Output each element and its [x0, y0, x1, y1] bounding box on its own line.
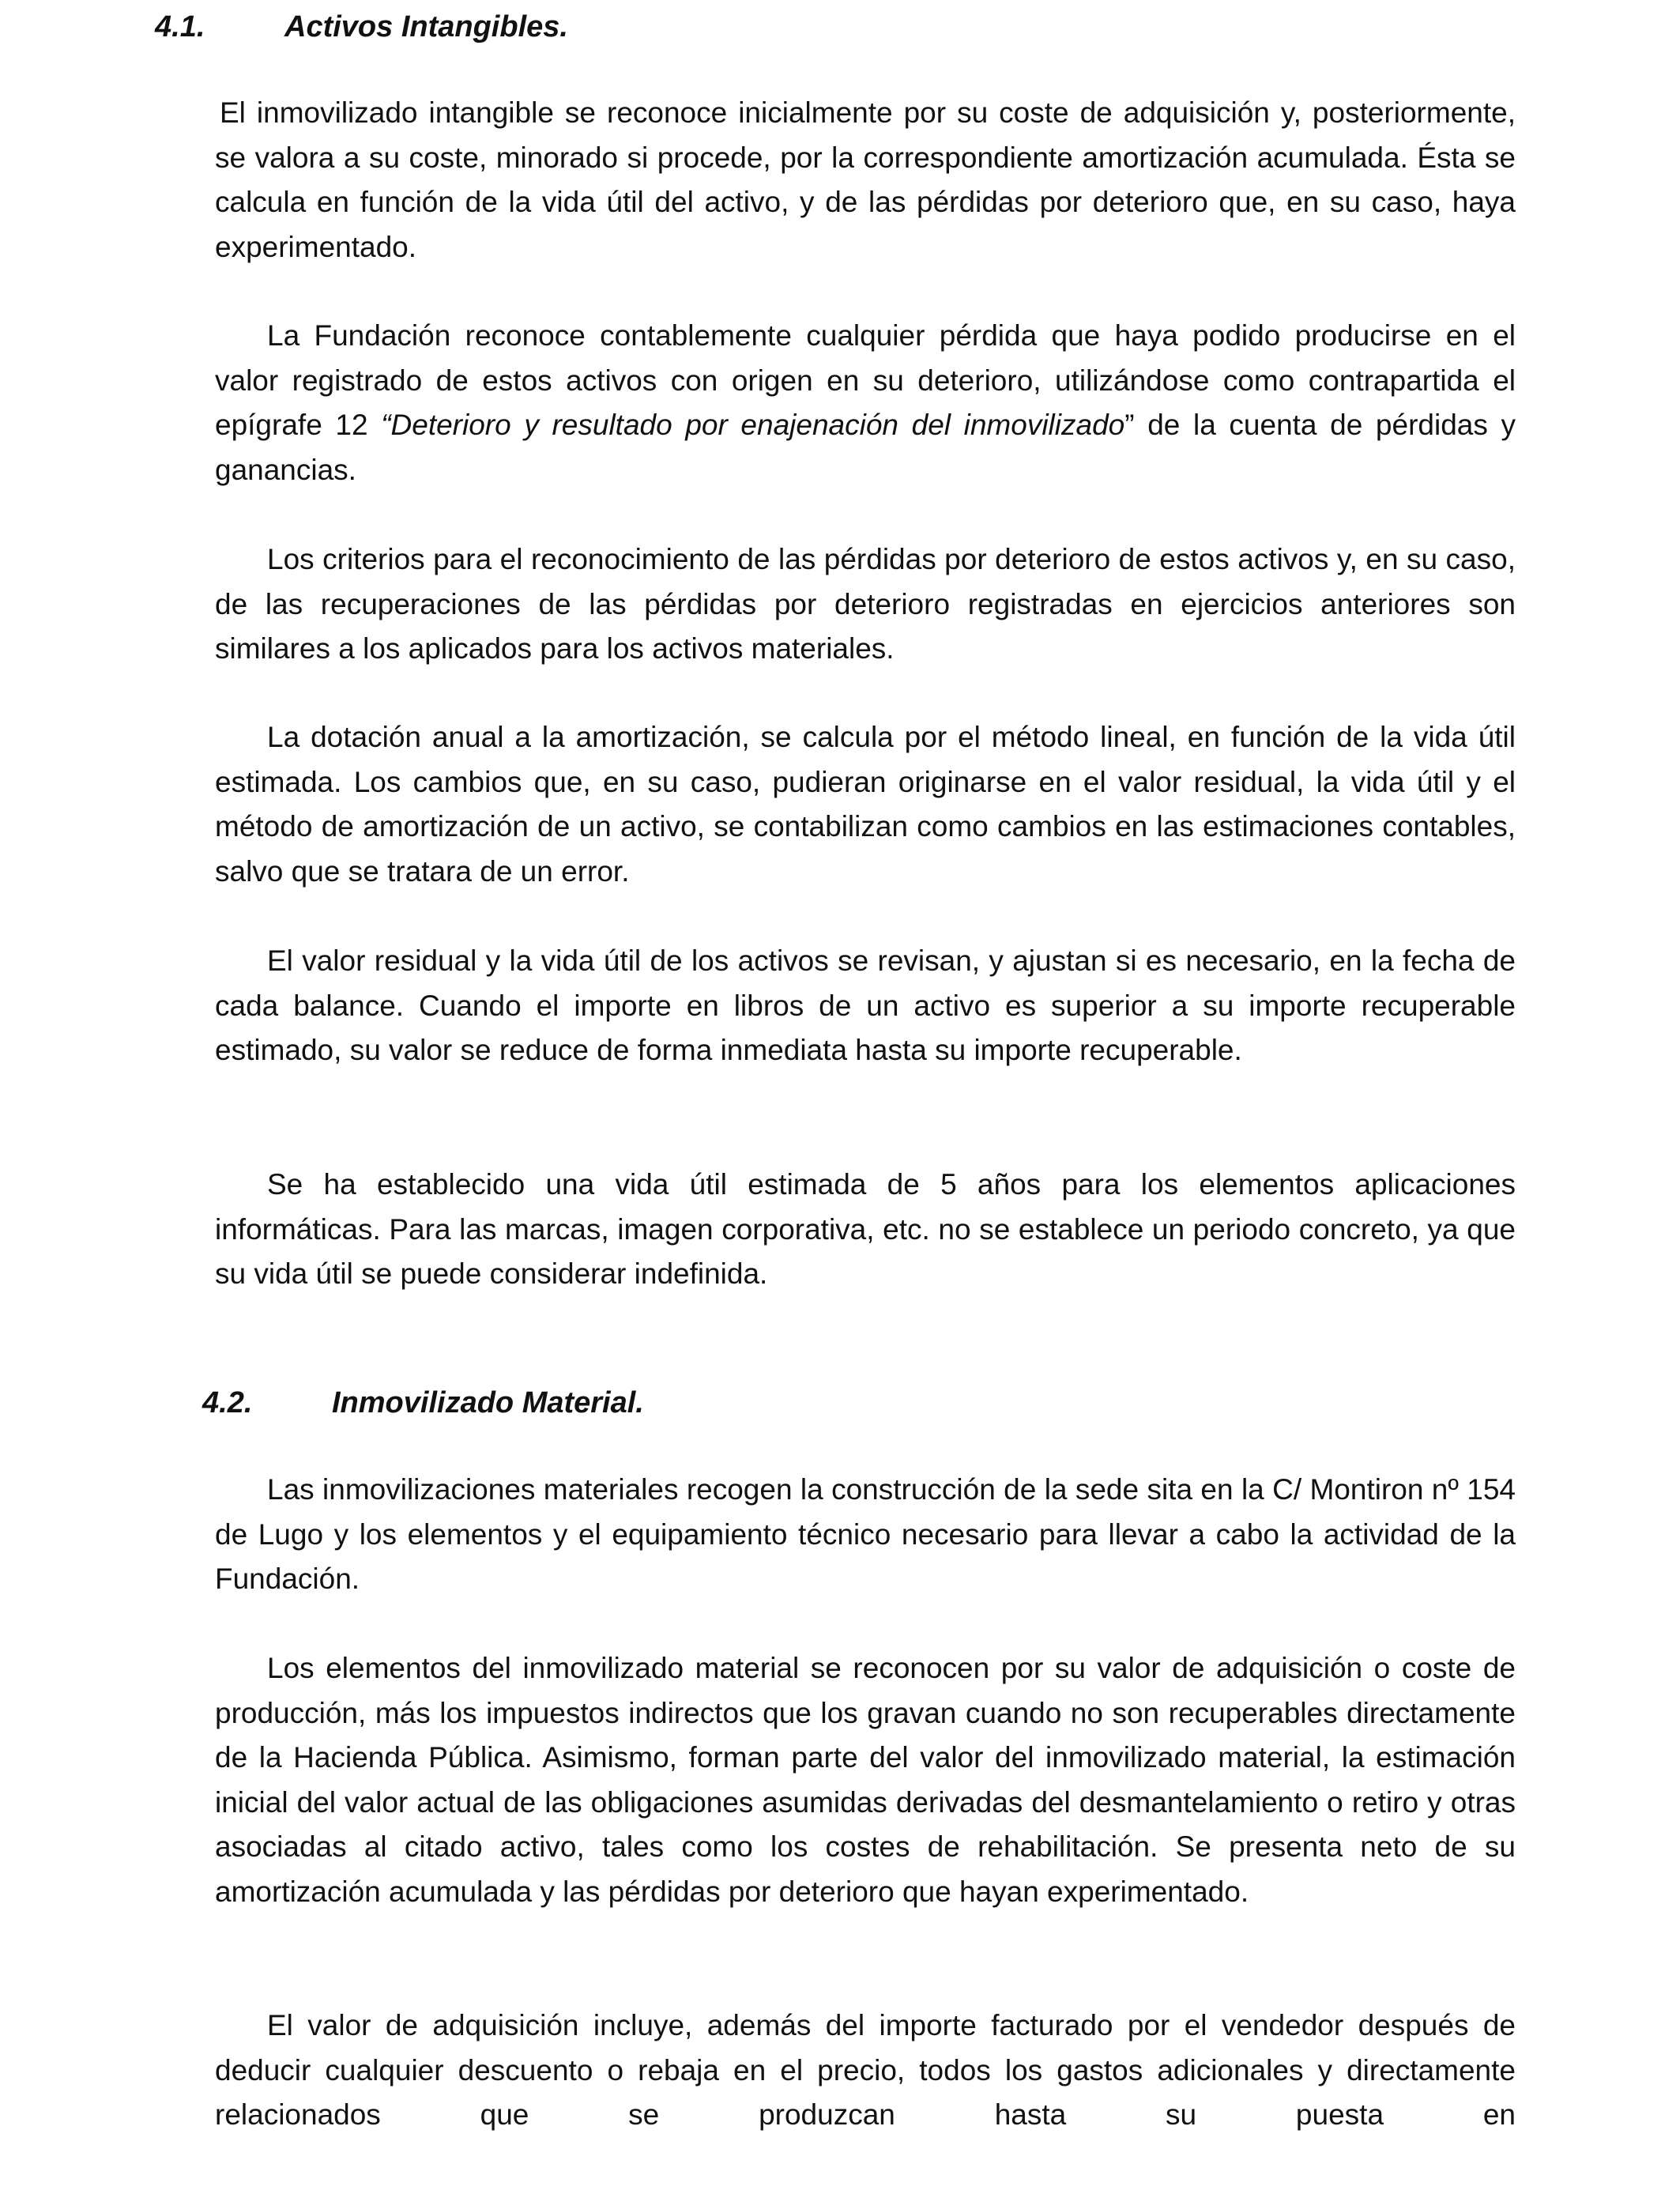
paragraph: El inmovilizado intangible se reconoce inicialmente por su coste de adquisición y, posteriormente, se valora a su coste, minorado si procede, por la correspondiente amortización acumulada. Ésta se calcula en función de la vida útil del activo, y de las pérdidas por deterioro que, en su caso, haya experimentado. — [215, 96, 1516, 263]
paragraph: La dotación anual a la amortización, se calcula por el método lineal, en función de la vida útil estimada. Los cambios que, en su caso, pudieran originarse en el valor residual, la vida útil y el método de amortización de un activo, se contabilizan como cambios en las estimaciones contables, salvo que se tratara de un error. — [215, 721, 1516, 888]
paragraph: Las inmovilizaciones materiales recogen la construcción de la sede sita en la C/ Montiron nº 154 de Lugo y los elementos y el equipamiento técnico necesario para llevar a cabo la actividad de la Fundación. — [215, 1473, 1516, 1595]
section-title: Inmovilizado Material. — [332, 1386, 644, 1419]
paragraph: Se ha establecido una vida útil estimada de 5 años para los elementos aplicaciones informáticas. Para las marcas, imagen corporativa, etc. no se establece un periodo concreto, ya que su vida útil se puede considerar indefinida. — [215, 1168, 1516, 1290]
section-number: 4.2. — [202, 1386, 253, 1419]
section-heading-4-1 — [155, 3, 568, 51]
section-heading-4-2 — [202, 1379, 644, 1427]
paragraph: Los criterios para el reconocimiento de las pérdidas por deterioro de estos activos y, en su caso, de las recuperaciones de las pérdidas por deterioro registradas en ejercicios anteriores son similares a los aplicados para los activos materiales. — [215, 543, 1516, 665]
paragraph-text: La Fundación reconoce contablemente cualquier pérdida que haya podido producirse en el valor registrado de estos activos con origen en su deterioro, utilizándose como contrapartida el epígrafe 12 — [215, 319, 1516, 441]
section-number: 4.1. — [155, 10, 205, 43]
paragraph-italic-text: “Deterioro y resultado por enajenación del inmovilizado — [381, 409, 1125, 441]
paragraph — [215, 314, 1516, 492]
paragraph: El valor de adquisición incluye, además del importe facturado por el vendedor después de deducir cualquier descuento o rebaja en el precio, todos los gastos adicionales y directamente relacionados que se produzcan hasta su puesta en — [215, 2009, 1516, 2131]
paragraph: Los elementos del inmovilizado material se reconocen por su valor de adquisición o coste de producción, más los impuestos indirectos que los gravan cuando no son recuperables directamente de la Hacienda Pública. Asimismo, forman parte del valor del inmovilizado material, la estimación inicial del valor actual de las obligaciones asumidas derivadas del desmantelamiento o retiro y otras asociadas al citado activo, tales como los costes de rehabilitación. Se presenta neto de su amortización acumulada y las pérdidas por deterioro que hayan experimentado. — [215, 1652, 1516, 1908]
section-title: Activos Intangibles. — [284, 10, 568, 43]
paragraph-text: ” de la cuenta de pérdidas y ganancias. — [215, 409, 1516, 486]
paragraph: El valor residual y la vida útil de los activos se revisan, y ajustan si es necesario, en la fecha de cada balance. Cuando el importe en libros de un activo es superior a su importe recuperable estimado, su valor se reduce de forma inmediata hasta su importe recuperable. — [215, 944, 1516, 1066]
